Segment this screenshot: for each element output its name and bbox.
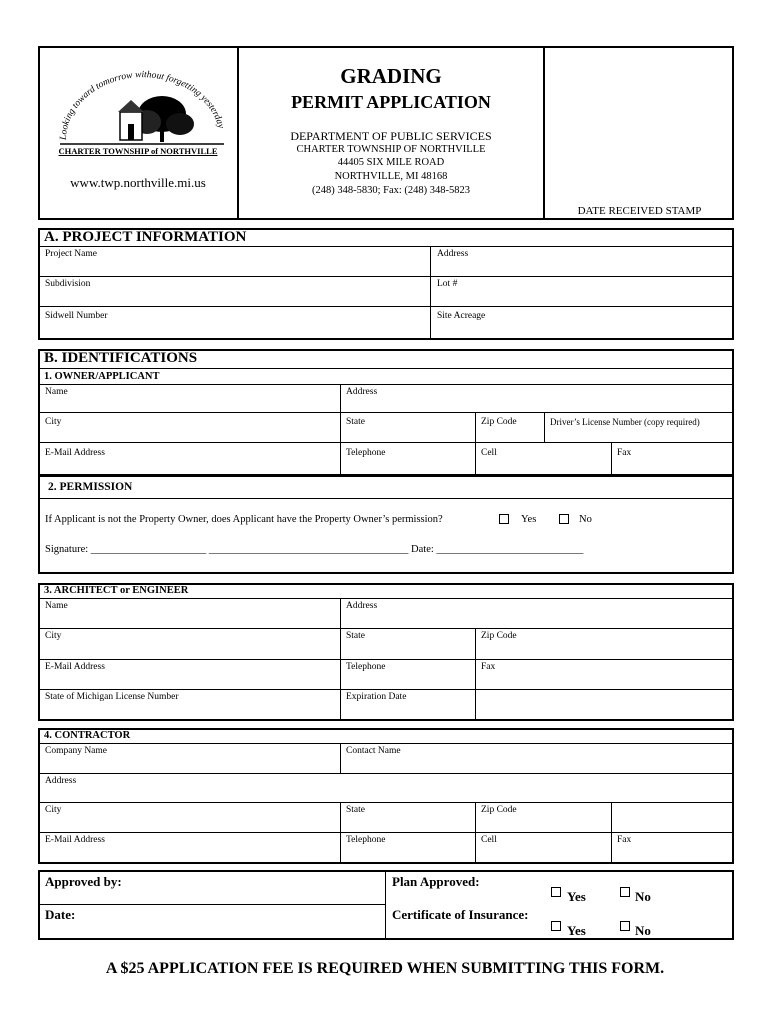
owner-license-field[interactable]: Driver’s License Number (copy required) xyxy=(550,417,700,427)
contractor-telephone-field[interactable]: Telephone xyxy=(346,835,386,845)
row-line xyxy=(39,412,733,413)
permission-yes-label: Yes xyxy=(521,514,537,525)
phone-fax: (248) 348-5830; Fax: (248) 348-5823 xyxy=(311,185,471,196)
contractor-fax-field[interactable]: Fax xyxy=(617,835,632,845)
project-address-field[interactable]: Address xyxy=(437,249,469,259)
approval-date-label[interactable]: Date: xyxy=(45,907,76,922)
plan-yes-checkbox[interactable] xyxy=(551,887,561,897)
contractor-email-field[interactable]: E-Mail Address xyxy=(45,835,105,845)
contractor-cell-field[interactable]: Cell xyxy=(481,835,497,845)
row-line xyxy=(39,832,733,833)
permission-title: 2. PERMISSION xyxy=(48,481,133,493)
plan-yes-label: Yes xyxy=(567,889,586,904)
architect-state-field[interactable]: State xyxy=(346,631,365,641)
contractor-state-field[interactable]: State xyxy=(346,805,365,815)
col-line xyxy=(430,246,431,338)
header-divider-right xyxy=(543,46,545,220)
row-line xyxy=(39,743,733,744)
owner-fax-field[interactable]: Fax xyxy=(617,448,632,458)
permission-yes-checkbox[interactable] xyxy=(499,514,509,524)
sidwell-field[interactable]: Sidwell Number xyxy=(45,311,108,321)
architect-title: 3. ARCHITECT or ENGINEER xyxy=(44,585,189,596)
city-address: NORTHVILLE, MI 48168 xyxy=(334,171,448,182)
permission-question: If Applicant is not the Property Owner, does Applicant have the Property Owner’s permission? xyxy=(45,514,443,525)
owner-city-field[interactable]: City xyxy=(45,417,62,427)
page-subtitle: PERMIT APPLICATION xyxy=(291,92,491,112)
street-address: 44405 SIX MILE ROAD xyxy=(337,157,445,168)
plan-no-checkbox[interactable] xyxy=(620,887,630,897)
contractor-company-field[interactable]: Company Name xyxy=(45,746,108,756)
date-received-stamp[interactable]: DATE RECEIVED STAMP xyxy=(577,205,702,217)
subdivision-field[interactable]: Subdivision xyxy=(45,279,91,289)
fee-notice: A $25 APPLICATION FEE IS REQUIRED WHEN SUBMITTING THIS FORM. xyxy=(105,960,665,977)
certificate-yes-label: Yes xyxy=(567,923,586,938)
section-b-title: B. IDENTIFICATIONS xyxy=(44,350,198,366)
page-title: GRADING xyxy=(340,64,442,88)
col-line xyxy=(611,442,612,474)
row-line xyxy=(39,498,733,499)
col-line xyxy=(544,412,545,442)
contractor-contact-field[interactable]: Contact Name xyxy=(346,746,401,756)
project-name-field[interactable]: Project Name xyxy=(45,249,97,259)
architect-expiration-field[interactable]: Expiration Date xyxy=(346,692,407,702)
row-line xyxy=(39,628,733,629)
row-line xyxy=(39,904,385,905)
certificate-no-checkbox[interactable] xyxy=(620,921,630,931)
owner-state-field[interactable]: State xyxy=(346,417,365,427)
owner-email-field[interactable]: E-Mail Address xyxy=(45,448,105,458)
row-line xyxy=(39,368,733,369)
col-line xyxy=(340,743,341,773)
col-line xyxy=(475,802,476,862)
row-line xyxy=(39,276,733,277)
row-line xyxy=(39,442,733,443)
acreage-field[interactable]: Site Acreage xyxy=(437,311,486,321)
row-line xyxy=(39,246,733,247)
col-line xyxy=(340,384,341,474)
certificate-label: Certificate of Insurance: xyxy=(392,907,529,922)
row-line xyxy=(39,802,733,803)
owner-cell-field[interactable]: Cell xyxy=(481,448,497,458)
owner-name-field[interactable]: Name xyxy=(45,387,68,397)
architect-fax-field[interactable]: Fax xyxy=(481,662,496,672)
architect-telephone-field[interactable]: Telephone xyxy=(346,662,386,672)
owner-zip-field[interactable]: Zip Code xyxy=(481,417,517,427)
row-line xyxy=(39,659,733,660)
lot-field[interactable]: Lot # xyxy=(437,279,458,289)
architect-zip-field[interactable]: Zip Code xyxy=(481,631,517,641)
permission-no-label: No xyxy=(579,514,592,525)
col-line xyxy=(611,802,612,862)
architect-address-field[interactable]: Address xyxy=(346,601,378,611)
signature-line[interactable]: Signature: ______________________ ______________________________________ Date: ____________________________ xyxy=(45,544,584,555)
row-line xyxy=(39,773,733,774)
approved-by-label[interactable]: Approved by: xyxy=(45,874,122,889)
contractor-city-field[interactable]: City xyxy=(45,805,62,815)
owner-address-field[interactable]: Address xyxy=(346,387,378,397)
owner-telephone-field[interactable]: Telephone xyxy=(346,448,386,458)
col-line xyxy=(475,628,476,719)
col-line xyxy=(475,412,476,474)
architect-email-field[interactable]: E-Mail Address xyxy=(45,662,105,672)
certificate-no-label: No xyxy=(635,923,651,938)
contractor-address-field[interactable]: Address xyxy=(45,776,77,786)
dept-name: DEPARTMENT OF PUBLIC SERVICES xyxy=(290,129,492,143)
architect-license-field[interactable]: State of Michigan License Number xyxy=(45,692,179,702)
col-line xyxy=(340,802,341,862)
township-name: CHARTER TOWNSHIP OF NORTHVILLE xyxy=(296,144,486,155)
logo-caption: CHARTER TOWNSHIP of NORTHVILLE xyxy=(58,146,218,156)
plan-no-label: No xyxy=(635,889,651,904)
section-a-title: A. PROJECT INFORMATION xyxy=(44,229,247,245)
architect-name-field[interactable]: Name xyxy=(45,601,68,611)
row-line xyxy=(39,306,733,307)
contractor-title: 4. CONTRACTOR xyxy=(44,730,131,741)
plan-approved-label: Plan Approved: xyxy=(392,874,480,889)
architect-city-field[interactable]: City xyxy=(45,631,62,641)
contractor-zip-field[interactable]: Zip Code xyxy=(481,805,517,815)
col-line xyxy=(340,598,341,719)
permission-no-checkbox[interactable] xyxy=(559,514,569,524)
logo-arc-text: Looking toward tomorrow without forgetting yesterday xyxy=(58,70,226,141)
col-line xyxy=(385,870,386,940)
row-line xyxy=(39,598,733,599)
certificate-yes-checkbox[interactable] xyxy=(551,921,561,931)
row-line xyxy=(39,384,733,385)
owner-title: 1. OWNER/APPLICANT xyxy=(44,371,160,382)
row-line xyxy=(39,689,733,690)
website-link[interactable]: www.twp.northville.mi.us xyxy=(70,175,206,190)
